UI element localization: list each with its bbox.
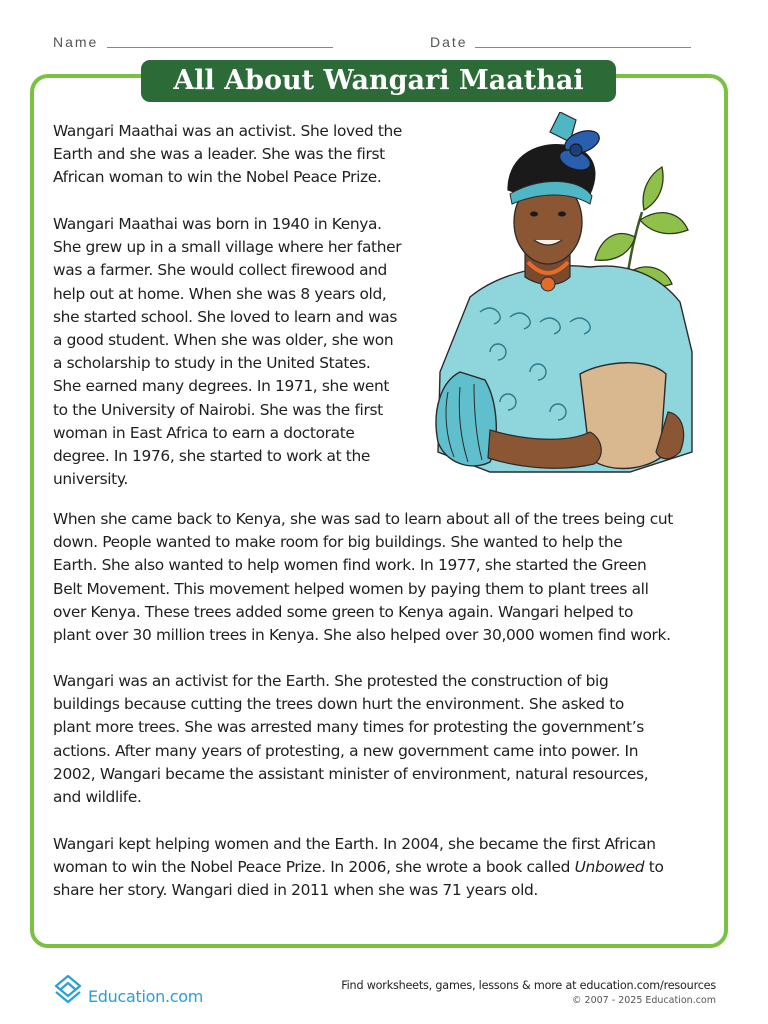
paragraph-5 (53, 833, 664, 903)
text-line: She grew up in a small village where her father (53, 238, 402, 257)
text-line: Wangari was an activist for the Earth. She protested the construction of big (53, 672, 609, 690)
text-line: She earned many degrees. In 1971, she went (53, 377, 390, 396)
footer-copyright: © 2007 - 2025 Education.com (572, 995, 716, 1006)
text-line: actions. After many years of protesting, a new government came into power. In (53, 741, 639, 760)
text-line: woman in East Africa to earn a doctorate (53, 423, 355, 442)
text-line: Wangari kept helping women and the Earth. In 2004, she became the first African (53, 835, 656, 853)
text-line: university. (53, 470, 128, 489)
text-line: a scholarship to study in the United States. (53, 354, 371, 373)
text-line: degree. In 1976, she started to work at the (53, 447, 371, 466)
text-line: buildings because cutting the trees down hurt the environment. She asked to (53, 695, 624, 714)
paragraph-1 (53, 120, 402, 190)
text-line: Wangari Maathai was an activist. She loved the (53, 122, 403, 140)
paragraph-2 (53, 213, 401, 491)
name-label: Name (53, 34, 99, 50)
text-line: a good student. When she was older, she won (53, 331, 394, 350)
text-line: to the University of Nairobi. She was the first (53, 400, 383, 419)
name-date-row (53, 30, 693, 54)
text-line: help out at home. When she was 8 years old, (53, 284, 387, 303)
text-line: plant over 30 million trees in Kenya. She also helped over 30,000 women find work. (53, 626, 671, 645)
text-line: plant more trees. She was arrested many times for protesting the government’s (53, 718, 644, 737)
text-line: and wildlife. (53, 788, 142, 807)
paragraph-4 (53, 670, 648, 809)
text-line: African woman to win the Nobel Peace Prize. (53, 168, 382, 187)
book-title: Unbowed (574, 858, 645, 877)
text-line: When she came back to Kenya, she was sad to learn about all of the trees being cut (53, 510, 673, 528)
sleeve-icon (436, 372, 496, 466)
wangari-illustration (430, 112, 696, 484)
text-line: she started school. She loved to learn and was (53, 307, 398, 326)
text-line-with-book-title: woman to win the Nobel Peace Prize. In 2006, she wrote a book called Unbowed to (53, 858, 664, 877)
date-label: Date (430, 34, 468, 50)
date-field[interactable] (475, 47, 691, 48)
paragraph-3 (53, 508, 673, 647)
page-title: All About Wangari Maathai (141, 60, 616, 102)
text-line: over Kenya. These trees added some green to Kenya again. Wangari helped to (53, 602, 634, 621)
education-logo-icon (52, 972, 84, 1006)
text-line: share her story. Wangari died in 2011 when she was 71 years old. (53, 881, 538, 900)
footer-tagline[interactable]: Find worksheets, games, lessons & more at education.com/resources (341, 979, 716, 992)
education-logo[interactable] (52, 972, 222, 1012)
text-line: Earth and she was a leader. She was the first (53, 145, 385, 164)
text-line: Belt Movement. This movement helped women by paying them to plant trees all (53, 579, 649, 598)
text-line: was a farmer. She would collect firewood and (53, 261, 387, 280)
text-line: Wangari Maathai was born in 1940 in Kenya. (53, 215, 382, 233)
text-line: 2002, Wangari became the assistant minister of environment, natural resources, (53, 764, 649, 783)
footer (341, 979, 716, 1006)
brand-name: Education.com (88, 987, 204, 1006)
text-line: Earth. She also wanted to help women find work. In 1977, she started the Green (53, 556, 647, 575)
name-field[interactable] (107, 47, 333, 48)
text-line: down. People wanted to make room for big buildings. She wanted to help the (53, 533, 623, 552)
